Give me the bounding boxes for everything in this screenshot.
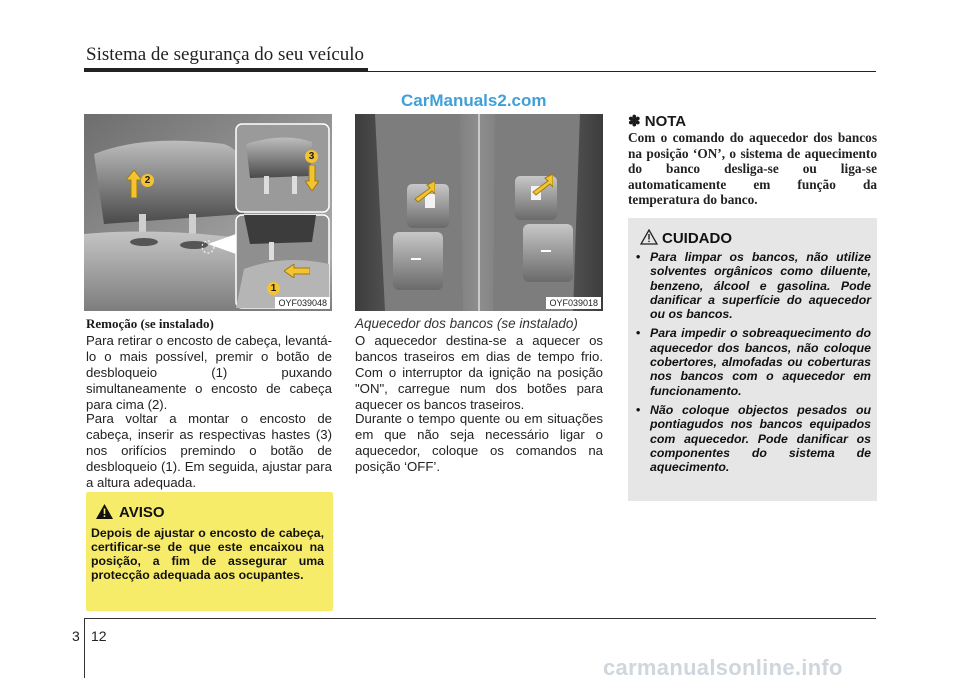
callout-2: 2 <box>141 174 154 187</box>
arrow-press-icon <box>413 181 435 208</box>
warning-title: AVISO <box>119 504 165 521</box>
arrow-up-icon <box>126 170 142 203</box>
footer-rule <box>84 618 876 619</box>
note-text: Com o comando do aquecedor dos bancos na posição ‘ON’, o sistema de aquecimento do banco desliga-se ou liga-se automaticamente em função da temperatura do banco. <box>628 130 877 207</box>
arrow-press-icon <box>531 174 553 201</box>
footer-divider <box>84 618 85 678</box>
seat-heater-illustration <box>355 114 603 311</box>
caution-item: • Não coloque objectos pesados ou pontiagudos nos bancos equipados com aquecedor. Pode danificar os componentes do sistema de aquecimento. <box>631 403 871 474</box>
warning-triangle-icon <box>96 504 113 524</box>
figure-code: OYF039018 <box>546 297 601 309</box>
page-header-title: Sistema de segurança do seu veículo <box>86 44 365 65</box>
paragraph-heater-off: Durante o tempo quente ou em situações em que não seja necessário ligar o aquecedor, coloque os comandos na posição ‘OFF’. <box>355 411 603 474</box>
figure-code: OYF039048 <box>275 297 330 309</box>
caution-item: • Para limpar os bancos, não utilize solventes orgânicos como diluente, benzeno, álcool e gasolina. Pode danificar a superfície do aquecedor ou os bancos. <box>631 250 871 321</box>
note-title: ✽ NOTA <box>628 113 687 130</box>
section-caption-heater: Aquecedor dos bancos (se instalado) <box>355 316 578 331</box>
seat-heater-figure <box>355 114 603 311</box>
watermark-top[interactable]: CarManuals2.com <box>401 91 547 110</box>
caution-box <box>628 218 877 501</box>
page-number: 12 <box>91 628 107 644</box>
header-rule-thin <box>368 71 876 72</box>
caution-title: CUIDADO <box>662 230 732 247</box>
caution-list <box>631 250 871 479</box>
headrest-figure <box>84 114 332 311</box>
arrow-down-icon <box>305 165 319 196</box>
section-caption-removal: Remoção (se instalado) <box>86 316 214 331</box>
callout-1: 1 <box>267 282 280 295</box>
chapter-number: 3 <box>72 628 80 644</box>
watermark-bottom[interactable]: carmanualsonline.info <box>603 655 843 680</box>
warning-text: Depois de ajustar o encosto de cabeça, certificar-se de que este encaixou na posição, a fim de assegurar uma protecção adequada aos ocupantes. <box>91 526 324 582</box>
callout-3: 3 <box>305 150 318 163</box>
caution-item: • Para impedir o sobreaquecimento do aquecedor dos bancos, não coloque cobertores, almofadas ou coberturas nos bancos com o aquecedor em funcionamento. <box>631 326 871 397</box>
paragraph-refit: Para voltar a montar o encosto de cabeça, inserir as respectivas hastes (3) nos orifícios premindo o botão de desbloqueio (1). Em seguida, ajustar para a altura adequada. <box>86 411 332 490</box>
caution-triangle-icon <box>640 229 658 250</box>
warning-box <box>86 492 333 611</box>
arrow-press-icon <box>284 264 310 283</box>
header-rule <box>84 68 368 72</box>
paragraph-removal: Para retirar o encosto de cabeça, levantá-lo o mais possível, premir o botão de desbloqueio (1) puxando simultaneamente o encosto de cabeça para cima (2). <box>86 333 332 412</box>
paragraph-heater: O aquecedor destina-se a aquecer os bancos traseiros em dias de tempo frio. Com o interruptor da ignição na posição "ON", carregue num dos botões para aquecer os bancos traseiros. <box>355 333 603 412</box>
